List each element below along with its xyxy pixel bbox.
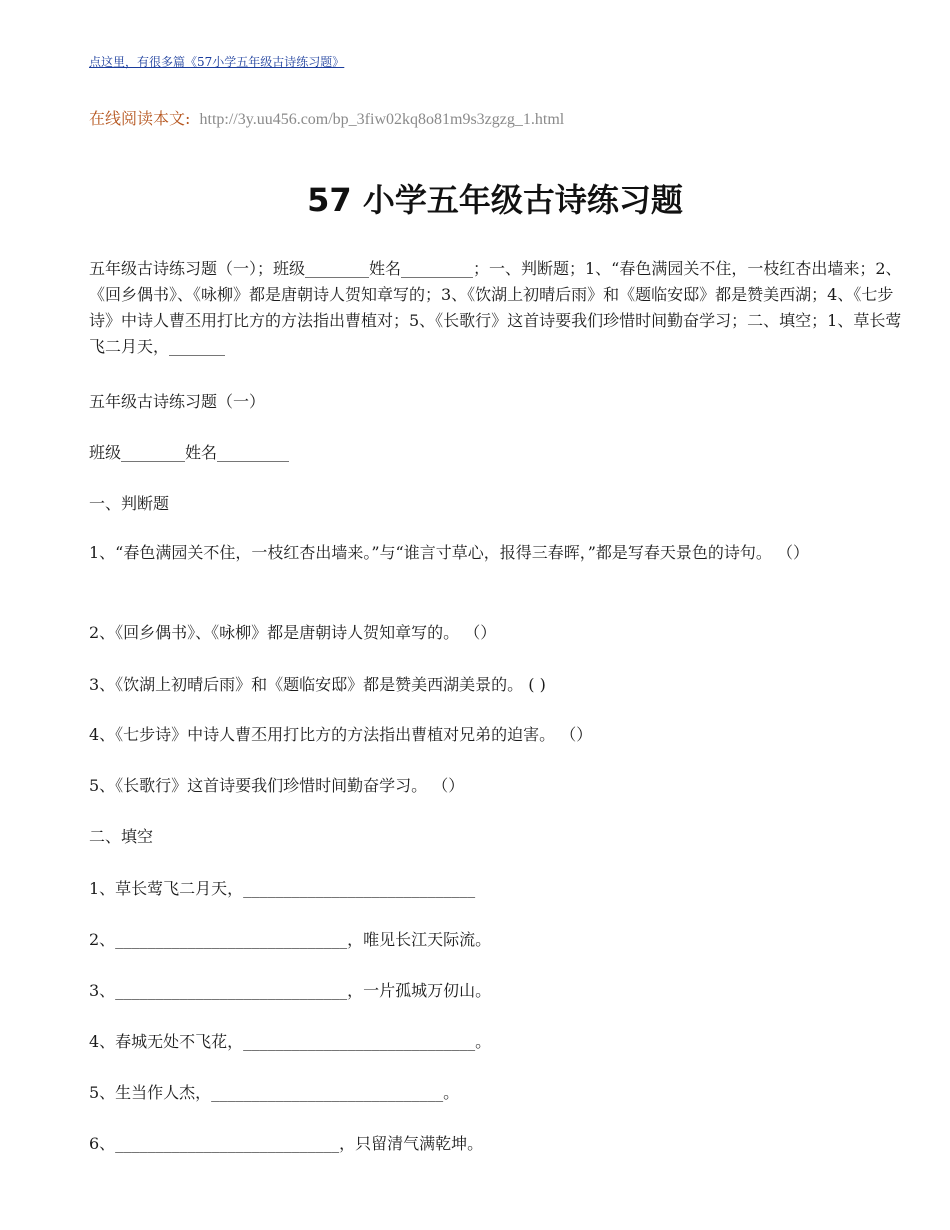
summary-paragraph: 五年级古诗练习题（一）；班级________姓名_________；一、判断题；1、“春色满园关不住，一枝红杏出墙来；2、《回乡偶书》、《咏柳》都是唐朝诗人贺知章写的；3、《饮湖上初晴后雨》和《题临安邸》都是赞美西湖；4、《七步诗》中诗人曹丕用打比方的方法指出曹植对；5、《长歌行》这首诗要我们珍惜时间勤奋学习；二、填空；1、草长莺飞二月天，_______ [89,259,902,356]
fill-item: 1、草长莺飞二月天，_____________________________ [89,879,476,898]
judge-item: 5、《长歌行》这首诗要我们珍惜时间勤奋学习。 （） [89,776,465,795]
online-read-line [89,106,564,129]
fill-item: 5、生当作人杰，_____________________________。 [89,1083,460,1102]
fill-item: 3、_____________________________，一片孤城万仞山。 [89,981,492,1000]
fill-item: 2、_____________________________，唯见长江天际流。 [89,930,492,949]
more-articles-link[interactable]: 点这里，有很多篇《57小学五年级古诗练习题》 [89,55,345,69]
judge-item: 1、“春色满园关不住，一枝红杏出墙来。”与“谁言寸草心，报得三春晖，”都是写春天景色的诗句。 （） [89,543,809,562]
online-read-url[interactable]: http://3y.uu456.com/bp_3fiw02kq8o81m9s3zgzg_1.html [199,111,565,128]
judge-item: 4、《七步诗》中诗人曹丕用打比方的方法指出曹植对兄弟的迫害。 （） [89,725,593,744]
judge-item: 2、《回乡偶书》、《咏柳》都是唐朝诗人贺知章写的。 （） [89,623,497,642]
page-title: 57 小学五年级古诗练习题 [307,181,683,219]
class-name-line: 班级________姓名_________ [89,443,290,462]
section-heading-fill: 二、填空 [89,827,154,846]
fill-item: 6、____________________________，只留清气满乾坤。 [89,1134,484,1153]
judge-item: 3、《饮湖上初晴后雨》和《题临安邸》都是赞美西湖美景的。 ( ) [89,675,546,694]
subtitle: 五年级古诗练习题（一） [89,392,266,411]
online-read-label: 在线阅读本文: [89,109,191,128]
section-heading-judge: 一、判断题 [89,494,170,513]
fill-item: 4、春城无处不飞花，_____________________________。 [89,1032,492,1051]
